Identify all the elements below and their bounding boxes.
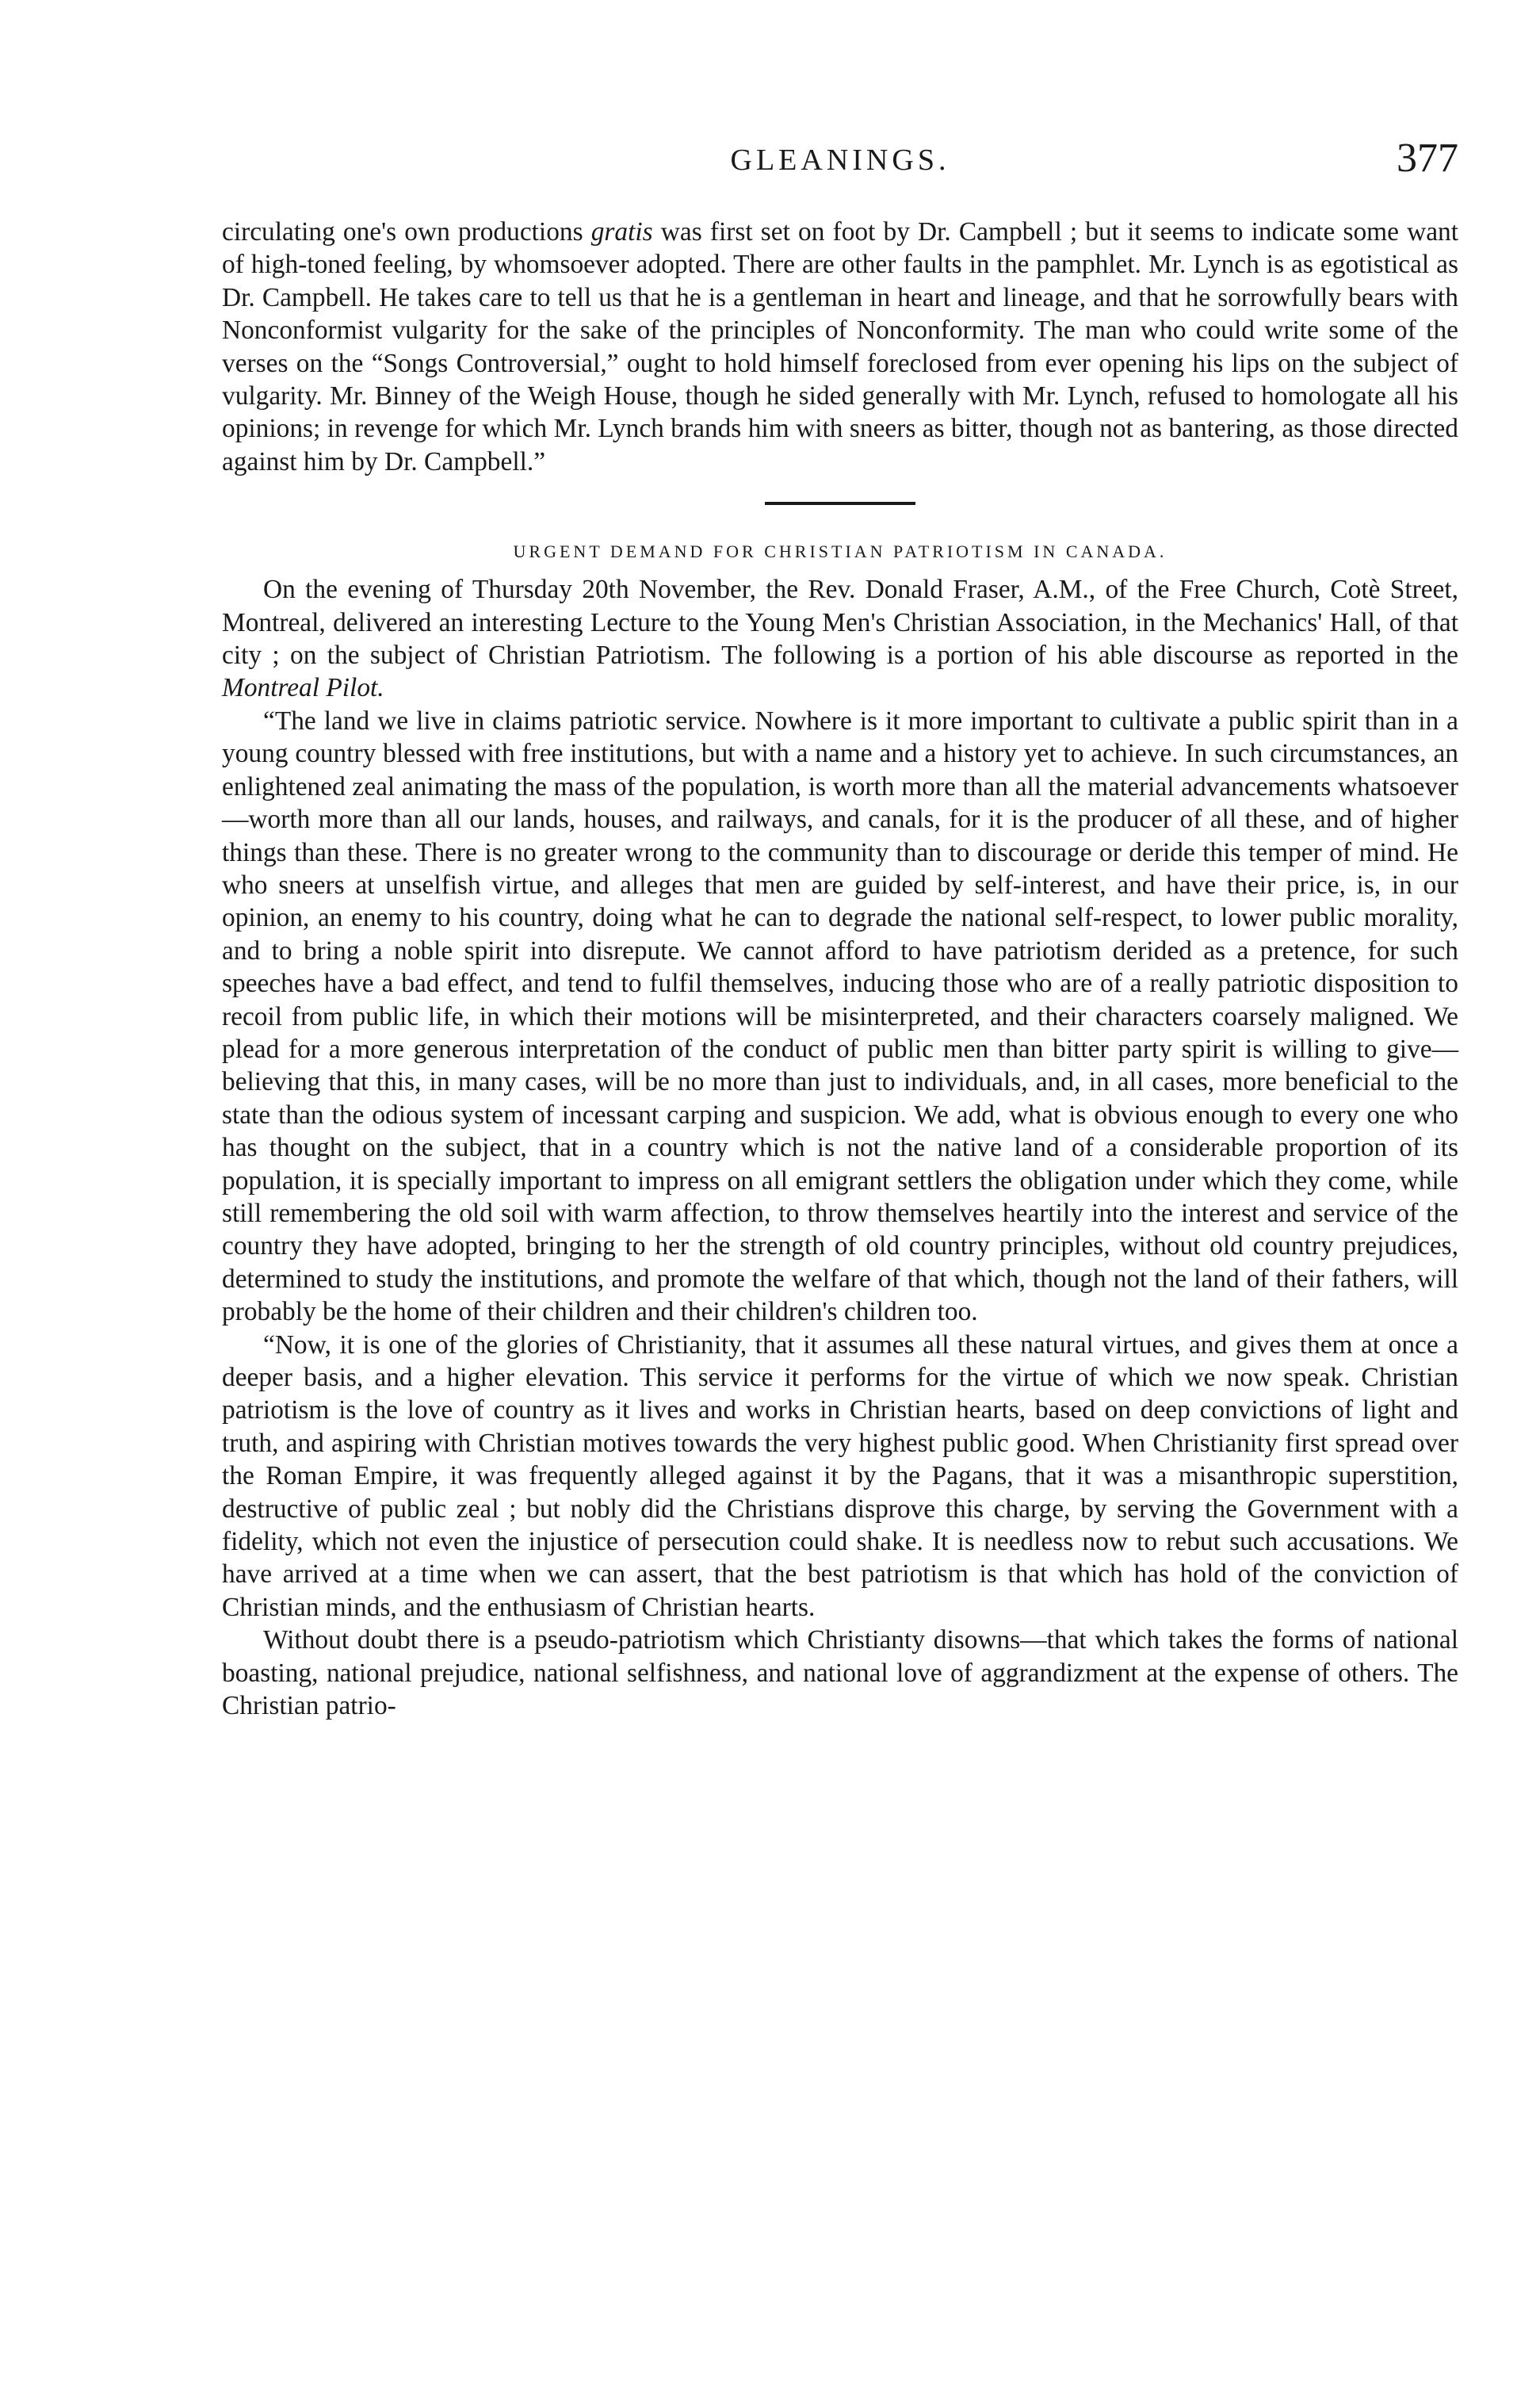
body-paragraph-pseudo-patriotism: Without doubt there is a pseudo-patriotism which Christianty disowns—that which takes the forms of national boasting, national prejudice, national selfishness, and national love of aggrandizment at the expense of others. The Christian patrio- [222,1625,1458,1721]
section-heading: URGENT DEMAND FOR CHRISTIAN PATRIOTISM IN CANADA. [513,541,1167,562]
body-paragraph-land: “The land we live in claims patriotic service. Nowhere is it more important to cultivate a public spirit than in a young country blessed with free institutions, but with a name and a history yet to achieve. In such circumstances, an enlightened zeal animating the mass of the population, is worth more than all the material advancements whatsoever—worth more than all our lands, houses, and railways, and canals, for it is the producer of all these, and of higher things than these. There is no greater wrong to the community than to discourage or deride this temper of mind. He who sneers at unselfish virtue, and alleges that men are guided by self-interest, and have their price, is, in our opinion, an enemy to his country, doing what he can to degrade the national self-respect, to lower public morality, and to bring a noble spirit into disrepute. We cannot afford to have patriotism derided as a pretence, for such speeches have a bad effect, and tend to fulfil themselves, inducing those who are of a really patriotic disposition to recoil from public life, in which their motions will be misinterpreted, and their characters coarsely maligned. We plead for a more generous interpretation of the conduct of public men than bitter party spirit is willing to give—believing that this, in many cases, will be no more than just to individuals, and, in all cases, more beneficial to the state than the odious system of incessant carping and suspicion. We add, what is obvious enough to every one who has thought on the subject, that in a country which is not the native land of a considerable proportion of its population, it is specially important to impress on all emigrant settlers the obligation under which they come, while still remembering the old soil with warm affection, to throw themselves heartily into the interest and service of the country they have adopted, bringing to her the strength of old country principles, without old country prejudices, determined to study the institutions, and promote the welfare of that which, though not the land of their fathers, will probably be the home of their children and their children's children too. [222,706,1458,1327]
intro-paragraph [222,573,1458,705]
body-paragraph-christianity: “Now, it is one of the glories of Christianity, that it assumes all these natural virtues, and gives them at once a deeper basis, and a higher elevation. This service it performs for the virtue of which we now speak. Christian patriotism is the love of country as it lives and works in Christian hearts, based on deep convictions of light and truth, and aspiring with Christian motives towards the very highest public good. When Christianity first spread over the Roman Empire, it was frequently alleged against it by the Pagans, that it was a misanthropic superstition, destructive of public zeal ; but nobly did the Christians disprove this charge, by serving the Government with a fidelity, which not even the injustice of persecution could shake. It is needless now to rebut such accusations. We have arrived at a time when we can assert, that the best patriotism is that which has hold of the conviction of Christian minds, and the enthusiasm of Christian hearts. [222,1329,1458,1622]
page-number: 377 [1397,136,1458,181]
continued-paragraph [222,216,1458,478]
section-divider-rule [765,502,915,505]
newspaper-title: Montreal Pilot. [222,673,384,703]
intro-text: On the evening of Thursday 20th November, the Rev. Donald Fraser, A.M., of the Free Church, Cotè Street, Montreal, delivered an interesting Lecture to the Young Men's Christian Association, in the Mechanics' Hall, of that city ; on the subject of Christian Patriotism. The following is a portion of his able discourse as reported in the [222,575,1458,671]
italic-gratis: gratis [590,217,653,247]
running-title: GLEANINGS. [730,143,950,177]
continued-text-start: circulating one's own productions [222,217,591,247]
running-head [222,135,1458,190]
text-column [222,216,1458,1722]
continued-text-end: was first set on foot by Dr. Campbell ; but it seems to indicate some want of high-toned feeling, by whomsoever adopted. There are other faults in the pamphlet. Mr. Lynch is as egotistical as Dr. Campbell. He takes care to tell us that he is a gentleman in heart and lineage, and that he sorrowfully bears with Nonconformist vulgarity for the sake of the principles of Nonconformity. The man who could write some of the verses on the “Songs Controversial,” ought to hold himself foreclosed from ever opening his lips on the subject of vulgarity. Mr. Binney of the Weigh House, though he sided generally with Mr. Lynch, refused to homologate all his opinions; in revenge for which Mr. Lynch brands him with sneers as bitter, though not as bantering, as those directed against him by Dr. Campbell.” [222,217,1458,476]
